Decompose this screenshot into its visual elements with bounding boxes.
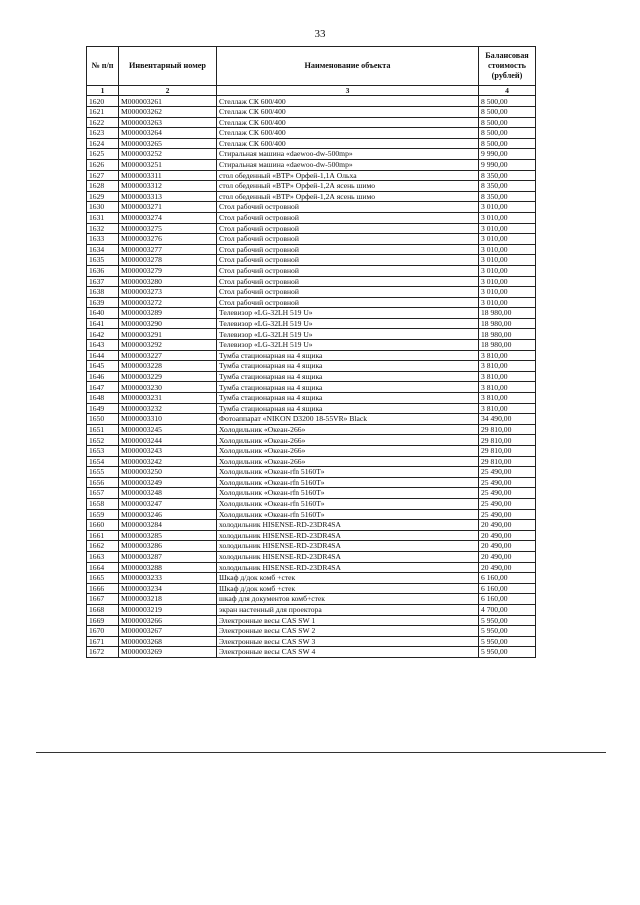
row-number: 1669 — [87, 615, 119, 626]
row-number: 1641 — [87, 318, 119, 329]
balance-cost: 6 160,00 — [479, 573, 536, 584]
inventory-number: M000003248 — [119, 488, 217, 499]
inventory-number: M000003290 — [119, 318, 217, 329]
object-name: Шкаф д/док комб +стек — [217, 583, 479, 594]
table-row — [87, 202, 536, 213]
table-row — [87, 117, 536, 128]
object-name: Холодильник «Океан-rfn 5160T» — [217, 509, 479, 520]
column-index-4: 4 — [479, 86, 536, 96]
row-number: 1640 — [87, 308, 119, 319]
inventory-number: M000003279 — [119, 265, 217, 276]
balance-cost: 8 350,00 — [479, 191, 536, 202]
object-name: Стеллаж СК 600/400 — [217, 128, 479, 139]
row-number: 1622 — [87, 117, 119, 128]
balance-cost: 20 490,00 — [479, 541, 536, 552]
inventory-number: M000003277 — [119, 244, 217, 255]
inventory-number: M000003218 — [119, 594, 217, 605]
balance-cost: 3 810,00 — [479, 393, 536, 404]
table-row — [87, 488, 536, 499]
object-name: Стол рабочий островной — [217, 255, 479, 266]
inventory-number: M000003246 — [119, 509, 217, 520]
row-number: 1667 — [87, 594, 119, 605]
balance-cost: 3 810,00 — [479, 350, 536, 361]
page-number: 33 — [314, 28, 326, 40]
object-name: Электронные весы CAS SW 2 — [217, 626, 479, 637]
inventory-number: M000003287 — [119, 551, 217, 562]
inventory-number: M000003286 — [119, 541, 217, 552]
row-number: 1623 — [87, 128, 119, 139]
inventory-number: M000003244 — [119, 435, 217, 446]
balance-cost: 25 490,00 — [479, 498, 536, 509]
balance-cost: 29 810,00 — [479, 435, 536, 446]
object-name: Тумба стационарная на 4 ящика — [217, 371, 479, 382]
table-row — [87, 244, 536, 255]
row-number: 1647 — [87, 382, 119, 393]
inventory-number: M000003266 — [119, 615, 217, 626]
balance-cost: 29 810,00 — [479, 456, 536, 467]
inventory-number: M000003310 — [119, 414, 217, 425]
table-row — [87, 647, 536, 658]
row-number: 1670 — [87, 626, 119, 637]
object-name: экран настенный для проектора — [217, 604, 479, 615]
row-number: 1625 — [87, 149, 119, 160]
table-row — [87, 520, 536, 531]
row-number: 1657 — [87, 488, 119, 499]
object-name: Фотоаппарат «NIKON D3200 18-55VR» Black — [217, 414, 479, 425]
object-name: Тумба стационарная на 4 ящика — [217, 393, 479, 404]
balance-cost: 9 990,00 — [479, 149, 536, 160]
table-row — [87, 371, 536, 382]
table-row — [87, 446, 536, 457]
balance-cost: 8 500,00 — [479, 138, 536, 149]
balance-cost: 3 810,00 — [479, 382, 536, 393]
row-number: 1644 — [87, 350, 119, 361]
row-number: 1658 — [87, 498, 119, 509]
row-number: 1672 — [87, 647, 119, 658]
row-number: 1631 — [87, 212, 119, 223]
row-number: 1643 — [87, 340, 119, 351]
inventory-number: M000003252 — [119, 149, 217, 160]
inventory-number: M000003276 — [119, 234, 217, 245]
table-header-row — [87, 47, 536, 86]
table-row — [87, 424, 536, 435]
object-name: Холодильник «Океан-rfn 5160T» — [217, 498, 479, 509]
row-number: 1627 — [87, 170, 119, 181]
table-row — [87, 297, 536, 308]
object-name: Стиральная машина «daewoo-dw-500mp» — [217, 159, 479, 170]
inventory-number: M000003230 — [119, 382, 217, 393]
table-row — [87, 361, 536, 372]
object-name: Стол рабочий островной — [217, 297, 479, 308]
inventory-number: M000003278 — [119, 255, 217, 266]
object-name: Холодильник «Океан-rfn 5160T» — [217, 477, 479, 488]
table-row — [87, 191, 536, 202]
table-row — [87, 265, 536, 276]
table-row — [87, 287, 536, 298]
balance-cost: 18 980,00 — [479, 308, 536, 319]
balance-cost: 3 810,00 — [479, 371, 536, 382]
inventory-number: M000003231 — [119, 393, 217, 404]
table-row — [87, 435, 536, 446]
object-name: Стол рабочий островной — [217, 202, 479, 213]
object-name: Стол рабочий островной — [217, 265, 479, 276]
table-row — [87, 149, 536, 160]
balance-cost: 3 810,00 — [479, 403, 536, 414]
table-row — [87, 541, 536, 552]
inventory-number: M000003233 — [119, 573, 217, 584]
object-name: Шкаф д/док комб +стек — [217, 573, 479, 584]
row-number: 1630 — [87, 202, 119, 213]
object-name: Холодильник «Океан-rfn 5160T» — [217, 467, 479, 478]
bottom-divider — [36, 752, 606, 753]
row-number: 1636 — [87, 265, 119, 276]
balance-cost: 29 810,00 — [479, 424, 536, 435]
row-number: 1655 — [87, 467, 119, 478]
balance-cost: 18 980,00 — [479, 340, 536, 351]
inventory-number: M000003312 — [119, 181, 217, 192]
inventory-number: M000003271 — [119, 202, 217, 213]
table-row — [87, 615, 536, 626]
row-number: 1632 — [87, 223, 119, 234]
row-number: 1639 — [87, 297, 119, 308]
table-row — [87, 498, 536, 509]
object-name: Телевизор «LG-32LH 519 U» — [217, 340, 479, 351]
table-row — [87, 583, 536, 594]
balance-cost: 3 010,00 — [479, 265, 536, 276]
row-number: 1649 — [87, 403, 119, 414]
inventory-number: M000003263 — [119, 117, 217, 128]
inventory-number: M000003232 — [119, 403, 217, 414]
balance-cost: 29 810,00 — [479, 446, 536, 457]
row-number: 1645 — [87, 361, 119, 372]
balance-cost: 3 010,00 — [479, 223, 536, 234]
balance-cost: 34 490,00 — [479, 414, 536, 425]
table-row — [87, 96, 536, 107]
inventory-number: M000003245 — [119, 424, 217, 435]
inventory-number: M000003264 — [119, 128, 217, 139]
row-number: 1642 — [87, 329, 119, 340]
balance-cost: 25 490,00 — [479, 488, 536, 499]
header-num: № п/п — [87, 47, 119, 86]
row-number: 1668 — [87, 604, 119, 615]
inventory-number: M000003229 — [119, 371, 217, 382]
balance-cost: 5 950,00 — [479, 626, 536, 637]
row-number: 1654 — [87, 456, 119, 467]
table-row — [87, 604, 536, 615]
table-row — [87, 530, 536, 541]
inventory-number: M000003228 — [119, 361, 217, 372]
row-number: 1659 — [87, 509, 119, 520]
inventory-number: M000003292 — [119, 340, 217, 351]
balance-cost: 6 160,00 — [479, 583, 536, 594]
row-number: 1638 — [87, 287, 119, 298]
object-name: Холодильник «Океан-266» — [217, 446, 479, 457]
row-number: 1662 — [87, 541, 119, 552]
row-number: 1671 — [87, 636, 119, 647]
row-number: 1656 — [87, 477, 119, 488]
inventory-number: M000003273 — [119, 287, 217, 298]
row-number: 1624 — [87, 138, 119, 149]
object-name: холодильник HISENSE-RD-23DR4SA — [217, 551, 479, 562]
table-row — [87, 626, 536, 637]
object-name: Стеллаж СК 600/400 — [217, 96, 479, 107]
table-row — [87, 403, 536, 414]
object-name: Стол рабочий островной — [217, 276, 479, 287]
object-name: Стеллаж СК 600/400 — [217, 138, 479, 149]
object-name: Стол рабочий островной — [217, 212, 479, 223]
balance-cost: 3 810,00 — [479, 361, 536, 372]
inventory-number: M000003251 — [119, 159, 217, 170]
inventory-number: M000003275 — [119, 223, 217, 234]
column-index-row — [87, 86, 536, 96]
column-index-2: 2 — [119, 86, 217, 96]
column-index-3: 3 — [217, 86, 479, 96]
object-name: Тумба стационарная на 4 ящика — [217, 382, 479, 393]
row-number: 1620 — [87, 96, 119, 107]
inventory-number: M000003234 — [119, 583, 217, 594]
inventory-number: M000003288 — [119, 562, 217, 573]
inventory-number: M000003268 — [119, 636, 217, 647]
object-name: Стол рабочий островной — [217, 234, 479, 245]
balance-cost: 5 950,00 — [479, 647, 536, 658]
object-name: Стиральная машина «daewoo-dw-500mp» — [217, 149, 479, 160]
header-object-name: Наименование объекта — [217, 47, 479, 86]
inventory-number: M000003285 — [119, 530, 217, 541]
balance-cost: 20 490,00 — [479, 551, 536, 562]
inventory-number: M000003249 — [119, 477, 217, 488]
header-balance-cost: Балансовая стоимость (рублей) — [479, 47, 536, 86]
object-name: Стол рабочий островной — [217, 244, 479, 255]
row-number: 1626 — [87, 159, 119, 170]
balance-cost: 25 490,00 — [479, 477, 536, 488]
balance-cost: 25 490,00 — [479, 509, 536, 520]
table-row — [87, 212, 536, 223]
inventory-number: M000003243 — [119, 446, 217, 457]
balance-cost: 5 950,00 — [479, 615, 536, 626]
inventory-number: M000003219 — [119, 604, 217, 615]
object-name: Электронные весы CAS SW 3 — [217, 636, 479, 647]
table-row — [87, 138, 536, 149]
balance-cost: 3 010,00 — [479, 202, 536, 213]
object-name: Тумба стационарная на 4 ящика — [217, 350, 479, 361]
table-row — [87, 636, 536, 647]
balance-cost: 3 010,00 — [479, 287, 536, 298]
inventory-number: M000003289 — [119, 308, 217, 319]
row-number: 1633 — [87, 234, 119, 245]
inventory-number: M000003284 — [119, 520, 217, 531]
table-row — [87, 308, 536, 319]
inventory-number: M000003267 — [119, 626, 217, 637]
inventory-number: M000003227 — [119, 350, 217, 361]
row-number: 1637 — [87, 276, 119, 287]
object-name: Тумба стационарная на 4 ящика — [217, 403, 479, 414]
object-name: Электронные весы CAS SW 4 — [217, 647, 479, 658]
table-row — [87, 170, 536, 181]
inventory-number: M000003265 — [119, 138, 217, 149]
table-row — [87, 329, 536, 340]
inventory-number: M000003250 — [119, 467, 217, 478]
table-row — [87, 509, 536, 520]
table-row — [87, 382, 536, 393]
row-number: 1653 — [87, 446, 119, 457]
table-row — [87, 551, 536, 562]
object-name: холодильник HISENSE-RD-23DR4SA — [217, 530, 479, 541]
balance-cost: 9 990,00 — [479, 159, 536, 170]
row-number: 1635 — [87, 255, 119, 266]
row-number: 1634 — [87, 244, 119, 255]
balance-cost: 3 010,00 — [479, 297, 536, 308]
table-row — [87, 159, 536, 170]
row-number: 1629 — [87, 191, 119, 202]
row-number: 1664 — [87, 562, 119, 573]
object-name: Тумба стационарная на 4 ящика — [217, 361, 479, 372]
object-name: Стол рабочий островной — [217, 223, 479, 234]
object-name: Стеллаж СК 600/400 — [217, 117, 479, 128]
inventory-number: M000003311 — [119, 170, 217, 181]
inventory-number: M000003261 — [119, 96, 217, 107]
balance-cost: 8 500,00 — [479, 107, 536, 118]
object-name: Телевизор «LG-32LH 519 U» — [217, 308, 479, 319]
table-row — [87, 467, 536, 478]
inventory-number: M000003274 — [119, 212, 217, 223]
balance-cost: 18 980,00 — [479, 329, 536, 340]
object-name: Телевизор «LG-32LH 519 U» — [217, 318, 479, 329]
object-name: Телевизор «LG-32LH 519 U» — [217, 329, 479, 340]
balance-cost: 3 010,00 — [479, 234, 536, 245]
inventory-number: M000003291 — [119, 329, 217, 340]
object-name: холодильник HISENSE-RD-23DR4SA — [217, 520, 479, 531]
balance-cost: 3 010,00 — [479, 212, 536, 223]
balance-cost: 8 500,00 — [479, 117, 536, 128]
table-row — [87, 573, 536, 584]
row-number: 1651 — [87, 424, 119, 435]
table-row — [87, 477, 536, 488]
row-number: 1650 — [87, 414, 119, 425]
table-row — [87, 414, 536, 425]
object-name: Холодильник «Океан-266» — [217, 435, 479, 446]
inventory-number: M000003269 — [119, 647, 217, 658]
row-number: 1663 — [87, 551, 119, 562]
row-number: 1660 — [87, 520, 119, 531]
table-row — [87, 181, 536, 192]
inventory-number: M000003280 — [119, 276, 217, 287]
object-name: стол обеденный «ВТР» Орфей-1,2А ясень шимо — [217, 181, 479, 192]
object-name: Электронные весы CAS SW 1 — [217, 615, 479, 626]
object-name: Холодильник «Океан-266» — [217, 456, 479, 467]
table-row — [87, 255, 536, 266]
inventory-number: M000003262 — [119, 107, 217, 118]
row-number: 1648 — [87, 393, 119, 404]
table-row — [87, 318, 536, 329]
row-number: 1665 — [87, 573, 119, 584]
balance-cost: 3 010,00 — [479, 244, 536, 255]
balance-cost: 4 700,00 — [479, 604, 536, 615]
balance-cost: 20 490,00 — [479, 520, 536, 531]
balance-cost: 8 350,00 — [479, 170, 536, 181]
row-number: 1666 — [87, 583, 119, 594]
inventory-table — [86, 46, 536, 658]
row-number: 1661 — [87, 530, 119, 541]
balance-cost: 8 500,00 — [479, 96, 536, 107]
balance-cost: 3 010,00 — [479, 255, 536, 266]
row-number: 1621 — [87, 107, 119, 118]
row-number: 1628 — [87, 181, 119, 192]
object-name: шкаф для документов комб+стек — [217, 594, 479, 605]
object-name: Холодильник «Океан-266» — [217, 424, 479, 435]
table-body — [87, 96, 536, 657]
balance-cost: 18 980,00 — [479, 318, 536, 329]
table-row — [87, 234, 536, 245]
object-name: Холодильник «Океан-rfn 5160T» — [217, 488, 479, 499]
inventory-number: M000003272 — [119, 297, 217, 308]
table-row — [87, 393, 536, 404]
table-row — [87, 276, 536, 287]
inventory-number: M000003313 — [119, 191, 217, 202]
inventory-number: M000003247 — [119, 498, 217, 509]
balance-cost: 20 490,00 — [479, 562, 536, 573]
object-name: холодильник HISENSE-RD-23DR4SA — [217, 541, 479, 552]
table-row — [87, 562, 536, 573]
object-name: стол обеденный «ВТР» Орфей-1,1А Ольха — [217, 170, 479, 181]
table-row — [87, 223, 536, 234]
object-name: Стол рабочий островной — [217, 287, 479, 298]
balance-cost: 5 950,00 — [479, 636, 536, 647]
row-number: 1646 — [87, 371, 119, 382]
object-name: Стеллаж СК 600/400 — [217, 107, 479, 118]
table-row — [87, 594, 536, 605]
table-row — [87, 350, 536, 361]
table-row — [87, 340, 536, 351]
balance-cost: 6 160,00 — [479, 594, 536, 605]
balance-cost: 20 490,00 — [479, 530, 536, 541]
table-row — [87, 128, 536, 139]
balance-cost: 8 350,00 — [479, 181, 536, 192]
inventory-number: M000003242 — [119, 456, 217, 467]
table-row — [87, 456, 536, 467]
balance-cost: 3 010,00 — [479, 276, 536, 287]
column-index-1: 1 — [87, 86, 119, 96]
row-number: 1652 — [87, 435, 119, 446]
header-inventory-number: Инвентарный номер — [119, 47, 217, 86]
balance-cost: 8 500,00 — [479, 128, 536, 139]
table-row — [87, 107, 536, 118]
object-name: холодильник HISENSE-RD-23DR4SA — [217, 562, 479, 573]
balance-cost: 25 490,00 — [479, 467, 536, 478]
object-name: стол обеденный «ВТР» Орфей-1,2А ясень шимо — [217, 191, 479, 202]
